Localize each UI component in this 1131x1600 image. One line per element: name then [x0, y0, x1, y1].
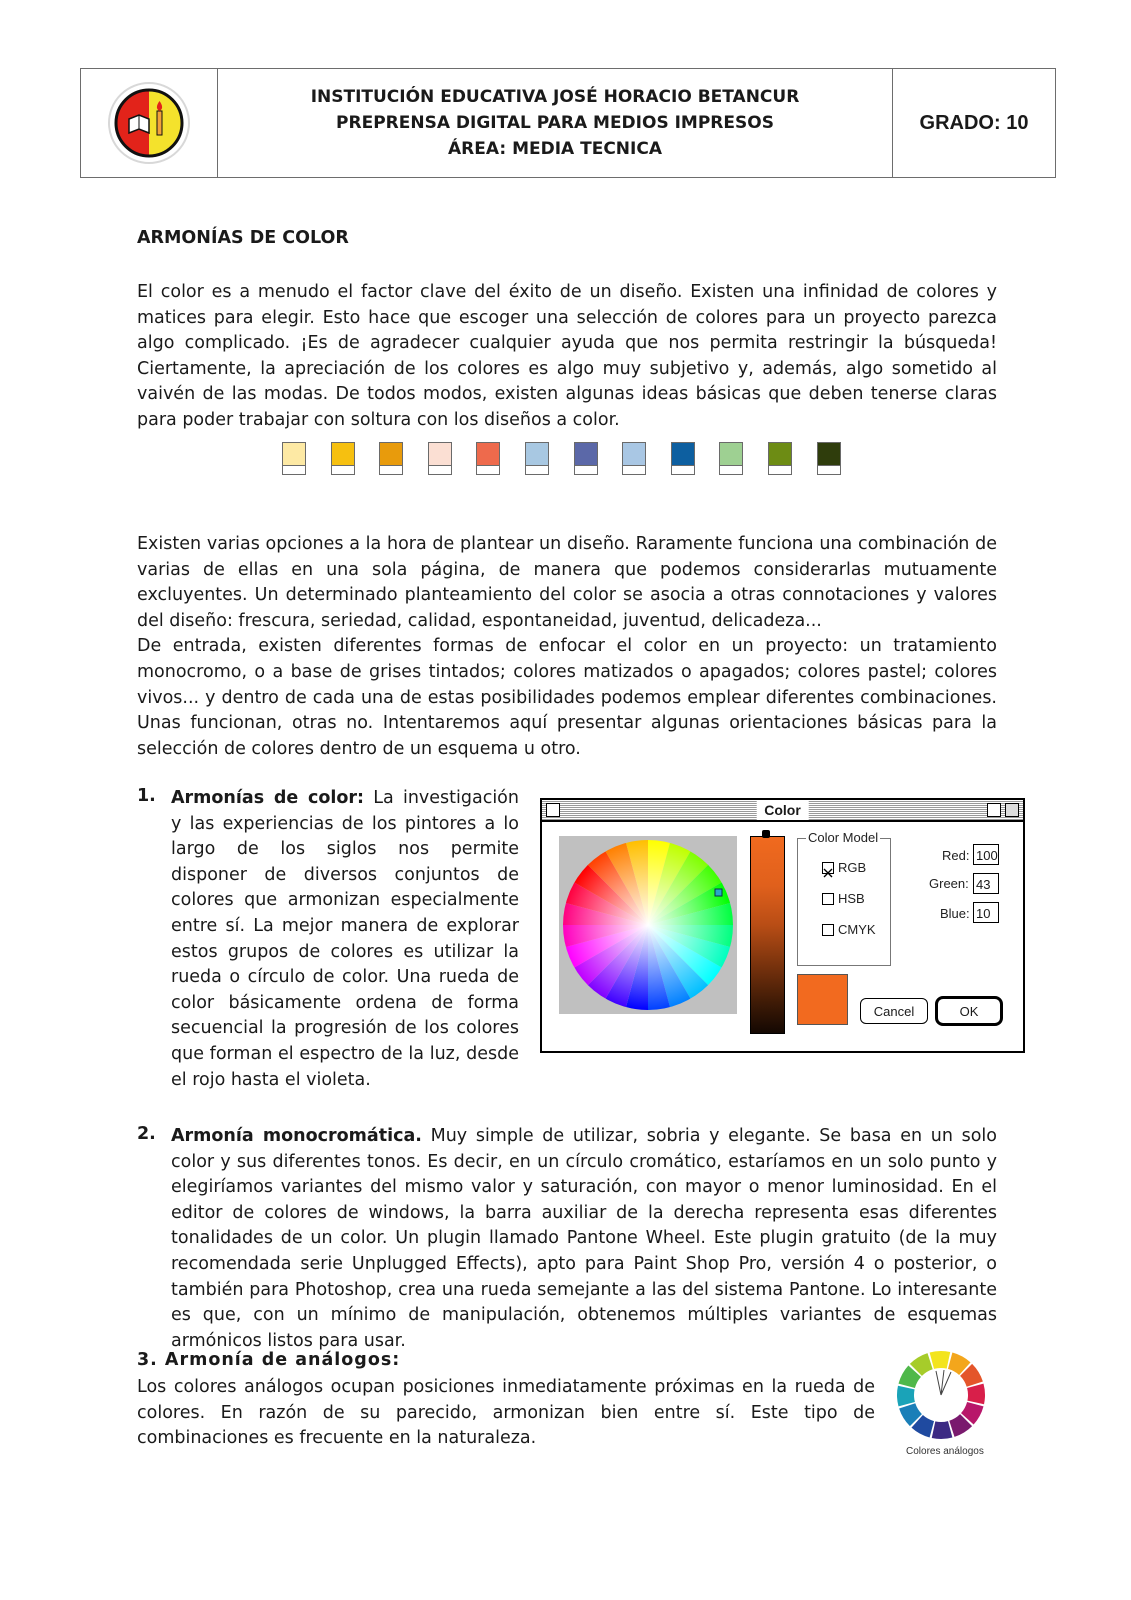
intro-paragraph: El color es a menudo el factor clave del éxito de un diseño. Existen una infinidad de colores y matices para elegir. Esto hace que escoger una selección de colores para un proyecto parezca algo complicado. ¡Es de agradecer cualquier ayuda que nos permita restringir la búsqueda! Ciertamente, la apreciación de los colores es algo muy subjetivo y, además, algo sometido al vaivén de las modas. De todos modos, existen algunas ideas básicas que deben tenerse claras para poder trabajar con soltura con los diseños a color. — [137, 282, 997, 430]
zoom-box-icon[interactable] — [1005, 803, 1019, 817]
item-3-heading: 3. Armonía de análogos: — [137, 1350, 401, 1370]
swatch-fill — [526, 443, 548, 466]
swatch-fill — [332, 443, 354, 466]
color-swatch — [476, 442, 500, 475]
color-swatch — [671, 442, 695, 475]
item-2-number: 2. — [137, 1124, 156, 1144]
item-1-heading: Armonías de color: — [171, 788, 365, 808]
grade-label: GRADO: 10 — [919, 111, 1029, 134]
color-wheel-panel — [559, 836, 737, 1014]
wheel-selector-icon[interactable] — [715, 889, 722, 896]
school-logo — [81, 69, 218, 177]
item-2-text — [171, 1124, 997, 1354]
color-swatch — [525, 442, 549, 475]
red-field[interactable]: 100 — [973, 844, 999, 865]
close-box-icon[interactable] — [546, 803, 560, 817]
dialog-body — [542, 822, 1023, 1051]
collapse-box-icon[interactable] — [987, 803, 1001, 817]
luminance-bar[interactable] — [750, 836, 785, 1034]
color-swatch — [379, 442, 403, 475]
color-swatch — [331, 442, 355, 475]
area-name: ÁREA: MEDIA TECNICA — [448, 139, 662, 159]
institution-heading — [218, 69, 893, 177]
institution-name: INSTITUCIÓN EDUCATIVA JOSÉ HORACIO BETANCUR — [310, 87, 800, 107]
swatch-fill — [672, 443, 694, 466]
item-1-text — [171, 786, 519, 1093]
rgb-label: RGB — [838, 860, 867, 875]
item-1-body: La investigación y las experiencias de los pintores a lo largo de los siglos nos permite disponer de diversos conjuntos de colores que armonizan especialmente entre sí. La mejor manera de explorar estos grupos de colores es utilizar la rueda o círculo de color. Una rueda de color básicamente ordena de forma secuencial la progresión de los colores que forman el espectro de la luz, desde el rojo hasta el violeta. — [171, 788, 519, 1090]
swatch-fill — [429, 443, 451, 466]
hsb-checkbox[interactable] — [822, 893, 834, 905]
color-swatch — [622, 442, 646, 475]
color-swatch — [282, 442, 306, 475]
color-swatch — [817, 442, 841, 475]
blue-field[interactable]: 10 — [973, 902, 999, 923]
swatch-fill — [380, 443, 402, 466]
green-field[interactable]: 43 — [973, 873, 999, 894]
red-label: Red: — [942, 848, 970, 863]
rgb-checkbox[interactable] — [822, 862, 834, 874]
dialog-title-bar — [542, 800, 1023, 822]
color-swatch — [719, 442, 743, 475]
school-shield-icon — [107, 81, 191, 165]
color-model-label: Color Model — [808, 830, 879, 845]
color-wheel-icon[interactable] — [559, 836, 737, 1014]
options-paragraph-a: Existen varias opciones a la hora de plantear un diseño. Raramente funciona una combinación de varias de ellas en una sola página, de manera que podemos considerarlas mutuamente excluyentes. Un determinado planteamiento del color se asocia a otras connotaciones y valores del diseño: frescura, seriedad, calidad, espontaneidad, juventud, delicadeza... — [137, 534, 997, 631]
luminance-slider-icon[interactable] — [762, 830, 770, 838]
check-x-icon — [823, 868, 833, 878]
swatch-fill — [818, 443, 840, 466]
blue-label: Blue: — [940, 906, 970, 921]
hsb-label: HSB — [838, 891, 865, 906]
item-3-body: Los colores análogos ocupan posiciones inmediatamente próximas en la rueda de colores. En razón de su parecido, armonizan bien entre sí. Este tipo de combinaciones es frecuente en la naturaleza. — [137, 1377, 875, 1449]
color-dialog — [540, 798, 1025, 1053]
color-swatches — [282, 442, 841, 475]
item-1-number: 1. — [137, 786, 156, 806]
document-header — [80, 68, 1056, 178]
swatch-fill — [283, 443, 305, 466]
analogous-segment — [930, 1351, 951, 1369]
green-label: Green: — [929, 876, 969, 891]
swatch-fill — [720, 443, 742, 466]
options-paragraph — [137, 532, 997, 762]
swatch-fill — [477, 443, 499, 466]
cmyk-label: CMYK — [838, 922, 876, 937]
analogous-wheel-icon — [896, 1350, 986, 1440]
dialog-title: Color — [756, 800, 809, 820]
analogous-wheel — [896, 1350, 986, 1440]
analogous-segment — [897, 1386, 915, 1407]
swatch-fill — [623, 443, 645, 466]
analogous-caption: Colores análogos — [906, 1446, 984, 1457]
ok-button[interactable]: OK — [935, 996, 1003, 1026]
swatch-fill — [769, 443, 791, 466]
options-paragraph-b: De entrada, existen diferentes formas de enfocar el color en un proyecto: un tratamiento monocromo, o a base de grises tintados; colores matizados o apagados; colores pastel; colores vivos... y dentro de cada una de estas posibilidades podemos emplear diferentes combinaciones. Unas funcionan, otras no. Intentaremos aquí presentar algunas orientaciones básicas para la selección de colores dentro de un esquema u otro. — [137, 636, 997, 759]
cmyk-checkbox[interactable] — [822, 924, 834, 936]
analogous-segment — [967, 1384, 985, 1405]
swatch-fill — [575, 443, 597, 466]
color-swatch — [574, 442, 598, 475]
item-2-body: Muy simple de utilizar, sobria y elegante. Se basa en un solo color y sus diferentes tonos. Es decir, en un círculo cromático, estaríamos en un solo punto y elegiríamos variantes del mismo valor y saturación, con mayor o menor luminosidad. En el editor de colores de windows, la barra auxiliar de la derecha representa esas diferentes tonalidades de un color. Un plugin llamado Pantone Wheel. Este plugin gratuito (de la muy recomendada serie Unplugged Effects), apto para Paint Shop Pro, versión 4 o posterior, o también para Photoshop, crea una rueda semejante a las del sistema Pantone. Lo interesante es que, con un mínimo de manipulación, obtenemos múltiples variantes de esquemas armónicos listos para usar. — [171, 1126, 997, 1351]
analogous-segment — [932, 1421, 953, 1439]
color-swatch — [428, 442, 452, 475]
course-name: PREPRENSA DIGITAL PARA MEDIOS IMPRESOS — [336, 113, 774, 133]
item-2-heading: Armonía monocromática. — [171, 1126, 422, 1146]
color-swatch — [768, 442, 792, 475]
selected-color-swatch — [797, 974, 848, 1025]
cancel-button[interactable]: Cancel — [860, 998, 928, 1024]
section-title: ARMONÍAS DE COLOR — [137, 228, 349, 248]
